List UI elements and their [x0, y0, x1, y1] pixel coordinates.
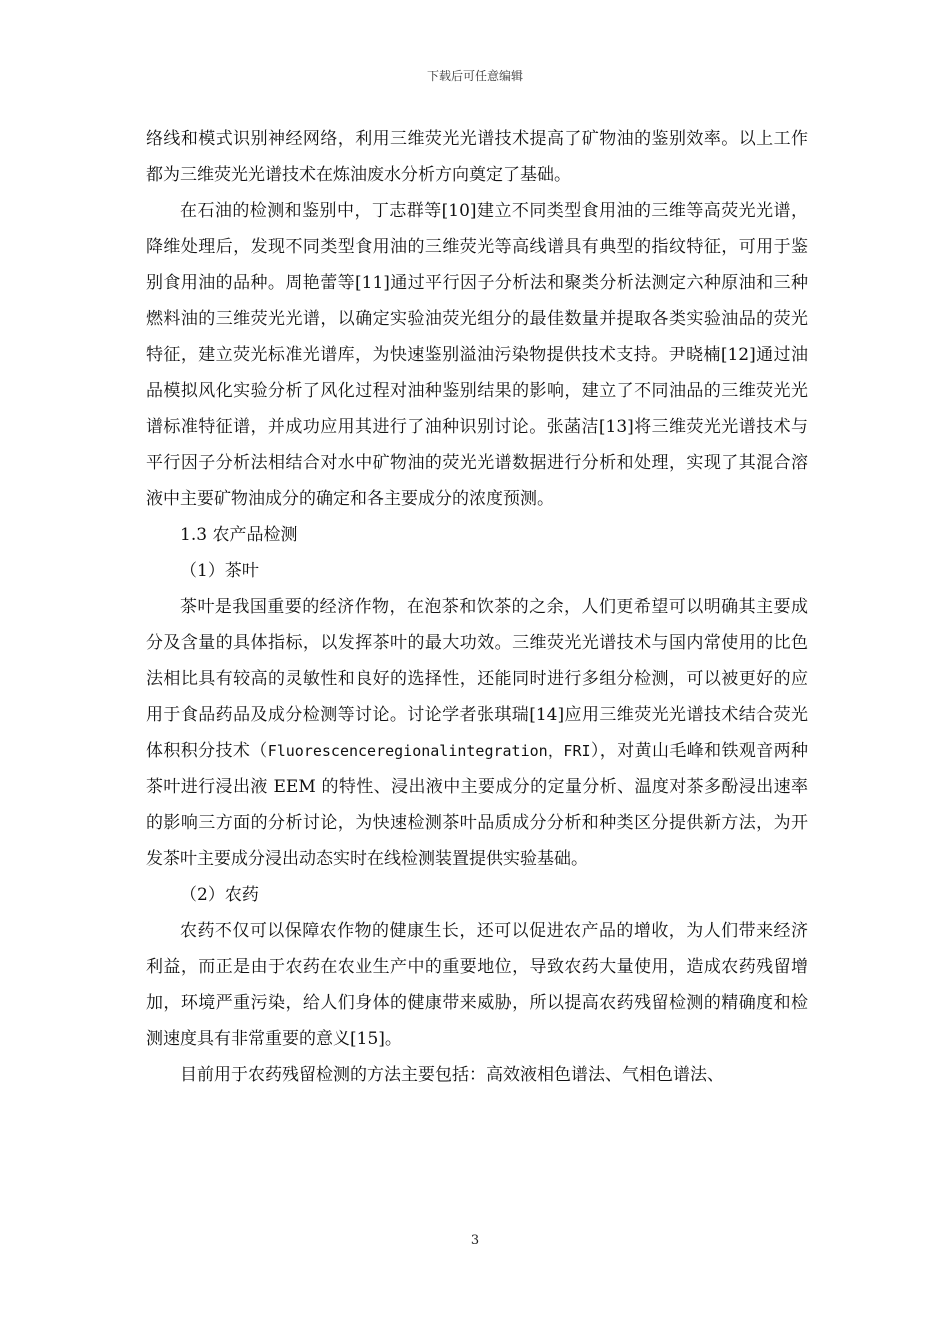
page-number: 3	[470, 1233, 480, 1248]
section-heading-agricultural-products: 1.3 农产品检测	[180, 525, 298, 545]
paragraph-pesticide: 农药不仅可以保障农作物的健康生长，还可以促进农产品的增收，为人们带来经济利益，而正是由于农药在农业生产中的重要地位，导致农药大量使用，造成农药残留增加，环境严重污染，给人们身体的健康带来威胁，所以提高农药残留检测的精确度和检测速度具有非常重要的意义[15]。	[146, 921, 808, 1049]
paragraph-pesticide-methods: 目前用于农药残留检测的方法主要包括：高效液相色谱法、气相色谱法、	[180, 1065, 724, 1085]
paragraph-mineral-oil-conclusion: 络线和模式识别神经网络，利用三维荧光光谱技术提高了矿物油的鉴别效率。以上工作都为三维荧光光谱技术在炼油废水分析方向奠定了基础。	[146, 129, 808, 185]
paragraph-tea-fri-term: Fluorescenceregionalintegration，FRI	[267, 742, 591, 760]
document-body	[146, 121, 808, 1093]
paragraph-tea-part-1: 茶叶是我国重要的经济作物，在泡茶和饮茶的之余，人们更希望可以明确其主要成分及含量的具体指标，以发挥茶叶的最大功效。三维荧光光谱技术与国内常使用的比色法相比具有较高的灵敏性和良好的选择性，还能同时进行多组分检测，可以被更好的应用于食品药品及成分检测等讨论。讨论学者张琪瑞[14]应用三维荧光光谱技术结合荧光体积积分技术（	[146, 597, 808, 761]
subsection-heading-tea: （1）茶叶	[180, 561, 259, 581]
page-header: 下载后可任意编辑	[426, 69, 523, 83]
paragraph-tea	[146, 589, 808, 877]
subsection-heading-pesticide: （2）农药	[180, 885, 259, 905]
paragraph-tea-part-2: ），对黄山毛峰和铁观音两种茶叶进行浸出液 EEM 的特性、浸出液中主要成分的定量分析、温度对茶多酚浸出速率的影响三方面的分析讨论，为快速检测茶叶品质成分分析和种类区分提供新方法，为开发茶叶主要成分浸出动态实时在线检测装置提供实验基础。	[146, 741, 809, 869]
paragraph-petroleum-detection: 在石油的检测和鉴别中，丁志群等[10]建立不同类型食用油的三维等高荧光光谱，降维处理后，发现不同类型食用油的三维荧光等高线谱具有典型的指纹特征，可用于鉴别食用油的品种。周艳蕾等[11]通过平行因子分析法和聚类分析法测定六种原油和三种燃料油的三维荧光光谱，以确定实验油荧光组分的最佳数量并提取各类实验油品的荧光特征，建立荧光标准光谱库，为快速鉴别溢油污染物提供技术支持。尹晓楠[12]通过油品模拟风化实验分析了风化过程对油种鉴别结果的影响，建立了不同油品的三维荧光光谱标准特征谱，并成功应用其进行了油种识别讨论。张菡洁[13]将三维荧光光谱技术与平行因子分析法相结合对水中矿物油的荧光光谱数据进行分析和处理，实现了其混合溶液中主要矿物油成分的确定和各主要成分的浓度预测。	[146, 201, 808, 509]
